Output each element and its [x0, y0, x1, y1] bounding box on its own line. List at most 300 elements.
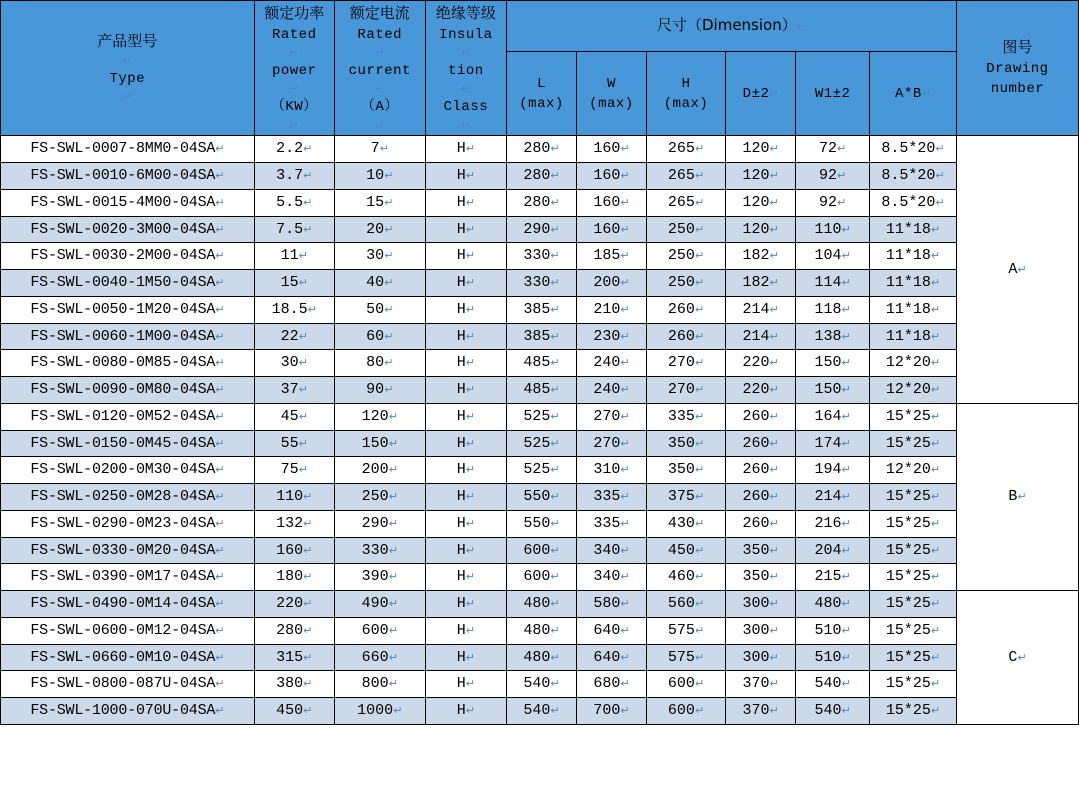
- paragraph-marker-icon: ↵: [303, 623, 313, 637]
- cell-w: 160↵: [576, 163, 646, 190]
- cell-h: 250↵: [646, 270, 725, 297]
- cell-type: FS-SWL-1000-070U-04SA↵: [1, 698, 255, 725]
- table-row: [1, 537, 1079, 564]
- cell-current: 80↵: [334, 350, 425, 377]
- paragraph-marker-icon: ↵: [465, 249, 475, 263]
- cell-w1: 72↵: [796, 136, 870, 163]
- cell-d: 260↵: [726, 403, 796, 430]
- paragraph-marker-icon: ↵: [620, 436, 630, 450]
- paragraph-marker-icon: ↵: [1017, 490, 1027, 504]
- cell-h: 270↵: [646, 377, 725, 404]
- paragraph-marker-icon: ↵: [930, 249, 941, 263]
- paragraph-marker-icon: ↵: [694, 249, 705, 263]
- paragraph-marker-icon: ↵: [769, 222, 779, 236]
- cell-drawing-number-group: B↵: [956, 403, 1078, 590]
- paragraph-marker-icon: ↵: [303, 677, 313, 691]
- paragraph-marker-icon: ↵: [769, 516, 779, 530]
- cell-w1: 150↵: [796, 350, 870, 377]
- paragraph-marker-icon: ↵: [465, 436, 475, 450]
- header-dim-w1-label: W1±2: [814, 85, 851, 102]
- cell-ab: 15*25↵: [870, 591, 957, 618]
- paragraph-marker-icon: ↵: [841, 677, 851, 691]
- paragraph-marker-icon: ↵: [694, 409, 705, 423]
- paragraph-marker-icon: ↵: [303, 543, 313, 557]
- paragraph-marker-icon: ↵: [465, 169, 475, 183]
- paragraph-marker-icon: ↵: [122, 90, 133, 104]
- paragraph-marker-icon: ↵: [841, 490, 851, 504]
- paragraph-marker-icon: ↵: [388, 490, 398, 504]
- paragraph-marker-icon: ↵: [930, 623, 941, 637]
- paragraph-marker-icon: ↵: [769, 409, 779, 423]
- paragraph-marker-icon: ↵: [465, 623, 475, 637]
- paragraph-marker-icon: ↵: [841, 516, 851, 530]
- paragraph-marker-icon: ↵: [215, 356, 225, 370]
- cell-d: 260↵: [726, 457, 796, 484]
- paragraph-marker-icon: ↵: [620, 302, 630, 316]
- header-drawing-en2: number: [990, 81, 1045, 98]
- cell-insulation: H↵: [425, 270, 506, 297]
- cell-h: 265↵: [646, 136, 725, 163]
- cell-insulation: H↵: [425, 564, 506, 591]
- table-row: [1, 564, 1079, 591]
- table-row: [1, 617, 1079, 644]
- paragraph-marker-icon: ↵: [841, 623, 851, 637]
- cell-ab: 11*18↵: [870, 216, 957, 243]
- cell-l: 525↵: [507, 430, 577, 457]
- cell-insulation: H↵: [425, 377, 506, 404]
- header-insulation-en1: Insula: [439, 26, 493, 43]
- cell-w1: 118↵: [796, 296, 870, 323]
- cell-power: 110↵: [254, 484, 334, 511]
- paragraph-marker-icon: ↵: [769, 302, 779, 316]
- cell-ab: 12*20↵: [870, 377, 957, 404]
- paragraph-marker-icon: ↵: [930, 383, 941, 397]
- paragraph-marker-icon: ↵: [461, 46, 471, 60]
- paragraph-marker-icon: ↵: [215, 623, 225, 637]
- paragraph-marker-icon: ↵: [841, 249, 851, 263]
- paragraph-marker-icon: ↵: [620, 383, 630, 397]
- table-row: [1, 457, 1079, 484]
- cell-insulation: H↵: [425, 323, 506, 350]
- paragraph-marker-icon: ↵: [303, 570, 313, 584]
- paragraph-marker-icon: ↵: [841, 597, 851, 611]
- cell-w: 340↵: [576, 537, 646, 564]
- paragraph-marker-icon: ↵: [550, 169, 560, 183]
- paragraph-marker-icon: ↵: [620, 677, 630, 691]
- cell-l: 480↵: [507, 617, 577, 644]
- paragraph-marker-icon: ↵: [465, 650, 475, 664]
- header-dimension-label: 尺寸（Dimension）: [656, 15, 797, 34]
- cell-insulation: H↵: [425, 163, 506, 190]
- cell-l: 550↵: [507, 510, 577, 537]
- paragraph-marker-icon: ↵: [303, 142, 313, 156]
- cell-power: 37↵: [254, 377, 334, 404]
- paragraph-marker-icon: ↵: [620, 409, 630, 423]
- cell-drawing-number-group: C↵: [956, 591, 1078, 725]
- paragraph-marker-icon: ↵: [465, 677, 475, 691]
- paragraph-marker-icon: ↵: [465, 222, 475, 236]
- paragraph-marker-icon: ↵: [694, 597, 705, 611]
- paragraph-marker-icon: ↵: [384, 222, 394, 236]
- cell-h: 350↵: [646, 457, 725, 484]
- paragraph-marker-icon: ↵: [841, 222, 851, 236]
- table-row: [1, 430, 1079, 457]
- cell-l: 540↵: [507, 671, 577, 698]
- cell-d: 260↵: [726, 510, 796, 537]
- table-row: [1, 243, 1079, 270]
- cell-current: 90↵: [334, 377, 425, 404]
- paragraph-marker-icon: ↵: [215, 195, 225, 209]
- header-dim-h-label: H: [681, 75, 691, 92]
- header-rated-power: [254, 1, 334, 136]
- paragraph-marker-icon: ↵: [694, 329, 705, 343]
- paragraph-marker-icon: ↵: [215, 677, 225, 691]
- table-row: [1, 296, 1079, 323]
- paragraph-marker-icon: ↵: [769, 570, 779, 584]
- cell-ab: 15*25↵: [870, 564, 957, 591]
- cell-type: FS-SWL-0020-3M00-04SA↵: [1, 216, 255, 243]
- cell-d: 300↵: [726, 591, 796, 618]
- cell-d: 260↵: [726, 430, 796, 457]
- header-rated-current-unit: （A）: [360, 99, 399, 116]
- cell-w: 640↵: [576, 617, 646, 644]
- cell-drawing-number-group: A↵: [956, 136, 1078, 404]
- paragraph-marker-icon: ↵: [388, 597, 398, 611]
- paragraph-marker-icon: ↵: [289, 118, 300, 132]
- header-rated-power-en1: Rated: [271, 26, 317, 43]
- cell-d: 370↵: [726, 698, 796, 725]
- cell-insulation: H↵: [425, 591, 506, 618]
- paragraph-marker-icon: ↵: [307, 302, 317, 316]
- paragraph-marker-icon: ↵: [388, 516, 398, 530]
- paragraph-marker-icon: ↵: [837, 195, 847, 209]
- cell-ab: 15*25↵: [870, 698, 957, 725]
- cell-d: 260↵: [726, 484, 796, 511]
- paragraph-marker-icon: ↵: [694, 650, 705, 664]
- cell-w: 240↵: [576, 350, 646, 377]
- cell-type: FS-SWL-0010-6M00-04SA↵: [1, 163, 255, 190]
- paragraph-marker-icon: ↵: [930, 650, 941, 664]
- cell-power: 380↵: [254, 671, 334, 698]
- paragraph-marker-icon: ↵: [465, 383, 475, 397]
- paragraph-marker-icon: ↵: [384, 302, 394, 316]
- cell-insulation: H↵: [425, 484, 506, 511]
- cell-d: 350↵: [726, 564, 796, 591]
- paragraph-marker-icon: ↵: [388, 623, 398, 637]
- cell-ab: 12*20↵: [870, 350, 957, 377]
- paragraph-marker-icon: ↵: [930, 409, 941, 423]
- paragraph-marker-icon: ↵: [298, 463, 308, 477]
- cell-insulation: H↵: [425, 537, 506, 564]
- paragraph-marker-icon: ↵: [215, 516, 225, 530]
- paragraph-marker-icon: ↵: [694, 490, 705, 504]
- paragraph-marker-icon: ↵: [388, 650, 398, 664]
- paragraph-marker-icon: ↵: [550, 516, 560, 530]
- paragraph-marker-icon: ↵: [384, 249, 394, 263]
- paragraph-marker-icon: ↵: [298, 409, 308, 423]
- paragraph-marker-icon: ↵: [550, 650, 560, 664]
- cell-power: 55↵: [254, 430, 334, 457]
- cell-l: 290↵: [507, 216, 577, 243]
- paragraph-marker-icon: ↵: [841, 329, 851, 343]
- cell-h: 600↵: [646, 698, 725, 725]
- cell-w1: 194↵: [796, 457, 870, 484]
- cell-ab: 15*25↵: [870, 617, 957, 644]
- cell-w: 340↵: [576, 564, 646, 591]
- cell-w: 335↵: [576, 484, 646, 511]
- cell-ab: 11*18↵: [870, 323, 957, 350]
- paragraph-marker-icon: ↵: [769, 356, 779, 370]
- paragraph-marker-icon: ↵: [303, 195, 313, 209]
- paragraph-marker-icon: ↵: [841, 543, 851, 557]
- cell-d: 220↵: [726, 350, 796, 377]
- paragraph-marker-icon: ↵: [303, 650, 313, 664]
- paragraph-marker-icon: ↵: [303, 704, 313, 718]
- paragraph-marker-icon: ↵: [384, 329, 394, 343]
- cell-h: 350↵: [646, 430, 725, 457]
- table-body: [1, 136, 1079, 725]
- header-rated-current: [334, 1, 425, 136]
- cell-w: 700↵: [576, 698, 646, 725]
- header-rated-current-cn: 额定电流: [349, 4, 410, 22]
- paragraph-marker-icon: ↵: [465, 543, 475, 557]
- cell-h: 265↵: [646, 163, 725, 190]
- paragraph-marker-icon: ↵: [841, 436, 851, 450]
- paragraph-marker-icon: ↵: [550, 329, 560, 343]
- cell-h: 260↵: [646, 296, 725, 323]
- paragraph-marker-icon: ↵: [930, 597, 941, 611]
- cell-current: 490↵: [334, 591, 425, 618]
- table-row: [1, 323, 1079, 350]
- cell-d: 350↵: [726, 537, 796, 564]
- table-row: [1, 403, 1079, 430]
- paragraph-marker-icon: ↵: [550, 276, 560, 290]
- paragraph-marker-icon: ↵: [379, 142, 389, 156]
- paragraph-marker-icon: ↵: [550, 463, 560, 477]
- paragraph-marker-icon: ↵: [384, 356, 394, 370]
- cell-type: FS-SWL-0090-0M80-04SA↵: [1, 377, 255, 404]
- cell-insulation: H↵: [425, 136, 506, 163]
- paragraph-marker-icon: ↵: [388, 436, 398, 450]
- cell-insulation: H↵: [425, 430, 506, 457]
- cell-insulation: H↵: [425, 216, 506, 243]
- header-type: [1, 1, 255, 136]
- cell-power: 75↵: [254, 457, 334, 484]
- paragraph-marker-icon: ↵: [796, 19, 806, 33]
- cell-type: FS-SWL-0080-0M85-04SA↵: [1, 350, 255, 377]
- paragraph-marker-icon: ↵: [930, 356, 941, 370]
- cell-current: 330↵: [334, 537, 425, 564]
- paragraph-marker-icon: ↵: [215, 169, 225, 183]
- paragraph-marker-icon: ↵: [1017, 650, 1027, 664]
- cell-w: 210↵: [576, 296, 646, 323]
- cell-l: 525↵: [507, 403, 577, 430]
- cell-d: 220↵: [726, 377, 796, 404]
- cell-power: 280↵: [254, 617, 334, 644]
- paragraph-marker-icon: ↵: [841, 570, 851, 584]
- paragraph-marker-icon: ↵: [769, 704, 779, 718]
- paragraph-marker-icon: ↵: [465, 463, 475, 477]
- cell-current: 250↵: [334, 484, 425, 511]
- paragraph-marker-icon: ↵: [289, 46, 300, 60]
- cell-w1: 164↵: [796, 403, 870, 430]
- paragraph-marker-icon: ↵: [550, 409, 560, 423]
- cell-w1: 510↵: [796, 617, 870, 644]
- cell-w1: 104↵: [796, 243, 870, 270]
- cell-h: 575↵: [646, 617, 725, 644]
- paragraph-marker-icon: ↵: [215, 222, 225, 236]
- cell-power: 5.5↵: [254, 189, 334, 216]
- header-dimension-group: [507, 1, 957, 52]
- paragraph-marker-icon: ↵: [384, 195, 394, 209]
- cell-type: FS-SWL-0015-4M00-04SA↵: [1, 189, 255, 216]
- paragraph-marker-icon: ↵: [298, 436, 308, 450]
- table-row: [1, 591, 1079, 618]
- cell-w1: 150↵: [796, 377, 870, 404]
- header-dim-w1: [796, 52, 870, 136]
- paragraph-marker-icon: ↵: [465, 409, 475, 423]
- paragraph-marker-icon: ↵: [215, 597, 225, 611]
- paragraph-marker-icon: ↵: [122, 54, 132, 68]
- cell-power: 315↵: [254, 644, 334, 671]
- paragraph-marker-icon: ↵: [620, 195, 630, 209]
- cell-d: 182↵: [726, 270, 796, 297]
- cell-current: 290↵: [334, 510, 425, 537]
- cell-l: 525↵: [507, 457, 577, 484]
- cell-type: FS-SWL-0040-1M50-04SA↵: [1, 270, 255, 297]
- paragraph-marker-icon: ↵: [620, 623, 630, 637]
- cell-l: 330↵: [507, 243, 577, 270]
- paragraph-marker-icon: ↵: [769, 490, 779, 504]
- paragraph-marker-icon: ↵: [393, 704, 403, 718]
- paragraph-marker-icon: ↵: [550, 142, 560, 156]
- paragraph-marker-icon: ↵: [550, 543, 560, 557]
- paragraph-marker-icon: ↵: [930, 543, 941, 557]
- paragraph-marker-icon: ↵: [465, 570, 475, 584]
- paragraph-marker-icon: ↵: [1017, 262, 1027, 276]
- cell-power: 3.7↵: [254, 163, 334, 190]
- cell-ab: 15*25↵: [870, 510, 957, 537]
- paragraph-marker-icon: ↵: [289, 82, 300, 96]
- cell-w: 240↵: [576, 377, 646, 404]
- paragraph-marker-icon: ↵: [461, 118, 471, 132]
- paragraph-marker-icon: ↵: [465, 195, 475, 209]
- table-row: [1, 189, 1079, 216]
- paragraph-marker-icon: ↵: [694, 302, 705, 316]
- header-dim-ab-label: A*B: [895, 85, 922, 102]
- cell-current: 30↵: [334, 243, 425, 270]
- paragraph-marker-icon: ↵: [384, 169, 394, 183]
- cell-current: 40↵: [334, 270, 425, 297]
- paragraph-marker-icon: ↵: [620, 704, 630, 718]
- paragraph-marker-icon: ↵: [303, 516, 313, 530]
- paragraph-marker-icon: ↵: [303, 490, 313, 504]
- cell-power: 30↵: [254, 350, 334, 377]
- cell-w: 160↵: [576, 189, 646, 216]
- header-dim-ab: [870, 52, 957, 136]
- cell-ab: 11*18↵: [870, 243, 957, 270]
- cell-current: 1000↵: [334, 698, 425, 725]
- header-type-en: Type: [109, 70, 146, 87]
- cell-insulation: H↵: [425, 644, 506, 671]
- cell-current: 15↵: [334, 189, 425, 216]
- cell-w1: 114↵: [796, 270, 870, 297]
- paragraph-marker-icon: ↵: [303, 222, 313, 236]
- table-row: [1, 216, 1079, 243]
- paragraph-marker-icon: ↵: [550, 195, 560, 209]
- paragraph-marker-icon: ↵: [841, 409, 851, 423]
- cell-power: 18.5↵: [254, 296, 334, 323]
- paragraph-marker-icon: ↵: [769, 195, 779, 209]
- cell-w: 335↵: [576, 510, 646, 537]
- header-rated-current-en2: current: [348, 62, 411, 79]
- cell-l: 485↵: [507, 350, 577, 377]
- paragraph-marker-icon: ↵: [930, 329, 941, 343]
- cell-insulation: H↵: [425, 698, 506, 725]
- paragraph-marker-icon: ↵: [620, 276, 630, 290]
- paragraph-marker-icon: ↵: [694, 356, 705, 370]
- header-dim-l: [507, 52, 577, 136]
- paragraph-marker-icon: ↵: [620, 329, 630, 343]
- cell-current: 7↵: [334, 136, 425, 163]
- paragraph-marker-icon: ↵: [620, 222, 630, 236]
- paragraph-marker-icon: ↵: [694, 195, 705, 209]
- cell-w1: 92↵: [796, 163, 870, 190]
- cell-h: 450↵: [646, 537, 725, 564]
- paragraph-marker-icon: ↵: [769, 169, 779, 183]
- cell-insulation: H↵: [425, 189, 506, 216]
- cell-d: 120↵: [726, 189, 796, 216]
- paragraph-marker-icon: ↵: [769, 86, 779, 100]
- paragraph-marker-icon: ↵: [694, 704, 705, 718]
- paragraph-marker-icon: ↵: [388, 677, 398, 691]
- cell-current: 150↵: [334, 430, 425, 457]
- paragraph-marker-icon: ↵: [298, 276, 308, 290]
- paragraph-marker-icon: ↵: [769, 436, 779, 450]
- cell-h: 375↵: [646, 484, 725, 511]
- cell-d: 120↵: [726, 216, 796, 243]
- paragraph-marker-icon: ↵: [620, 597, 630, 611]
- paragraph-marker-icon: ↵: [374, 118, 385, 132]
- paragraph-marker-icon: ↵: [215, 543, 225, 557]
- cell-w: 270↵: [576, 403, 646, 430]
- cell-d: 300↵: [726, 617, 796, 644]
- header-type-cn: 产品型号: [97, 32, 158, 51]
- paragraph-marker-icon: ↵: [550, 597, 560, 611]
- cell-l: 280↵: [507, 163, 577, 190]
- paragraph-marker-icon: ↵: [550, 623, 560, 637]
- cell-h: 270↵: [646, 350, 725, 377]
- cell-type: FS-SWL-0800-087U-04SA↵: [1, 671, 255, 698]
- paragraph-marker-icon: ↵: [769, 463, 779, 477]
- paragraph-marker-icon: ↵: [921, 86, 931, 100]
- header-rated-power-cn: 额定功率: [264, 4, 325, 22]
- paragraph-marker-icon: ↵: [215, 490, 225, 504]
- paragraph-marker-icon: ↵: [550, 222, 560, 236]
- header-rated-current-en1: Rated: [357, 26, 403, 43]
- cell-insulation: H↵: [425, 403, 506, 430]
- table-row: [1, 484, 1079, 511]
- cell-w1: 216↵: [796, 510, 870, 537]
- cell-h: 250↵: [646, 243, 725, 270]
- cell-w: 160↵: [576, 216, 646, 243]
- cell-w: 160↵: [576, 136, 646, 163]
- cell-ab: 11*18↵: [870, 270, 957, 297]
- cell-w1: 540↵: [796, 698, 870, 725]
- cell-l: 600↵: [507, 537, 577, 564]
- cell-ab: 12*20↵: [870, 457, 957, 484]
- cell-l: 480↵: [507, 591, 577, 618]
